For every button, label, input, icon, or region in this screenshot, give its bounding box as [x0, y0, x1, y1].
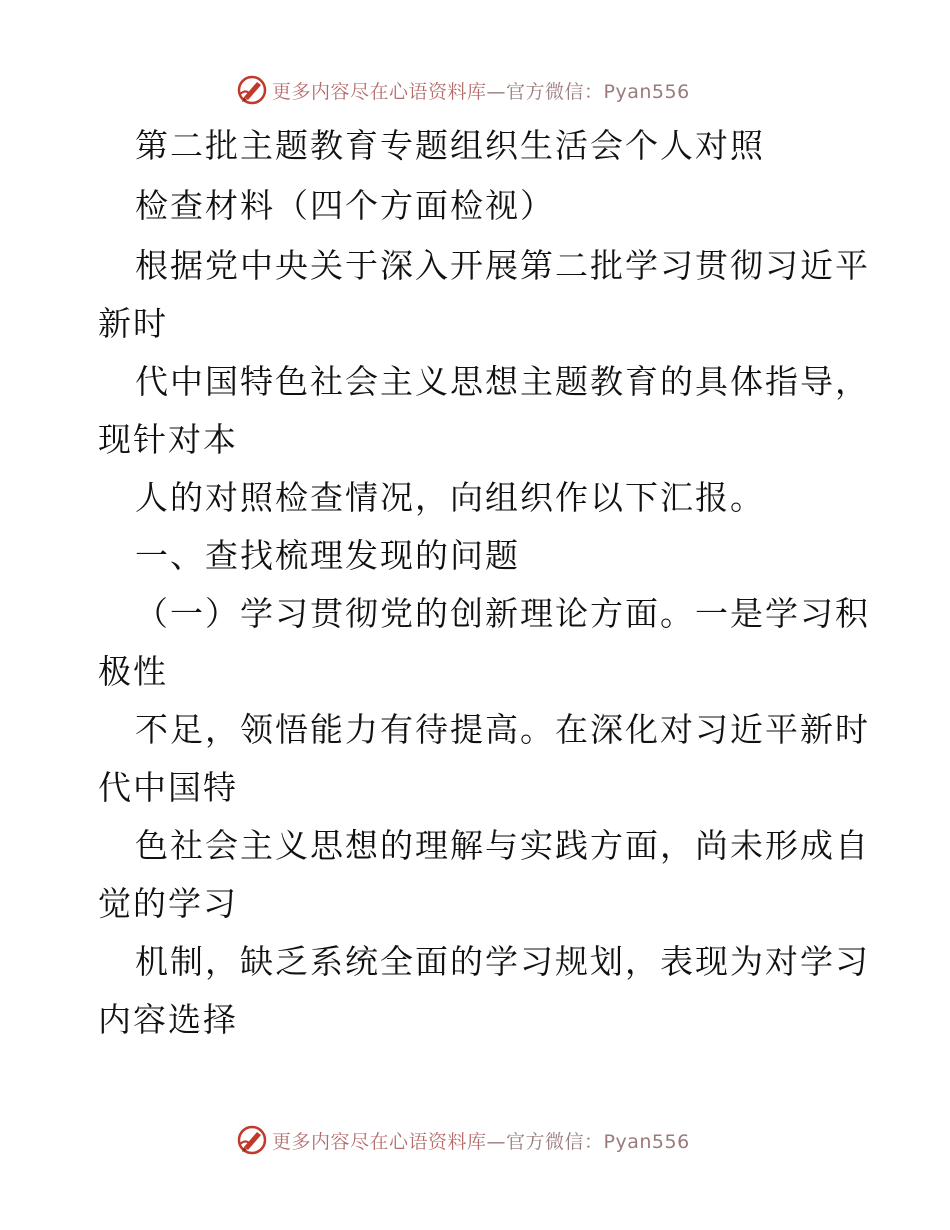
- footer-watermark-wechat: —官方微信：Pyan556: [486, 1130, 690, 1153]
- paragraph-line: （一）学习贯彻党的创新理论方面。一是学习积: [135, 594, 870, 633]
- footer-watermark: [234, 1122, 714, 1158]
- paragraph-line: 根据党中央关于深入开展第二批学习贯彻习近平: [135, 246, 870, 285]
- header-watermark: [234, 72, 714, 108]
- paragraph-line: 现针对本: [98, 420, 238, 459]
- paragraph-line: 新时: [98, 304, 168, 343]
- footer-watermark-text: 更多内容尽在心语资料库: [272, 1130, 487, 1153]
- paragraph-line: 觉的学习: [98, 884, 238, 923]
- title-line-2: 检查材料（四个方面检视）: [135, 186, 555, 225]
- pen-logo-icon: [234, 1122, 270, 1158]
- paragraph-line: 代中国特: [98, 768, 238, 807]
- header-watermark-text: 更多内容尽在心语资料库: [272, 80, 487, 103]
- paragraph-line: 人的对照检查情况，向组织作以下汇报。: [135, 478, 765, 517]
- paragraph-line: 代中国特色社会主义思想主题教育的具体指导，: [135, 362, 870, 401]
- paragraph-line: 不足，领悟能力有待提高。在深化对习近平新时: [135, 710, 870, 749]
- paragraph-line: 色社会主义思想的理解与实践方面，尚未形成自: [135, 826, 870, 865]
- section-heading: 一、查找梳理发现的问题: [135, 536, 520, 575]
- paragraph-line: 极性: [98, 652, 168, 691]
- title-line-1: 第二批主题教育专题组织生活会个人对照: [135, 126, 765, 165]
- paragraph-line: 内容选择: [98, 1000, 238, 1039]
- pen-logo-icon: [234, 72, 270, 108]
- paragraph-line: 机制，缺乏系统全面的学习规划，表现为对学习: [135, 942, 870, 981]
- header-watermark-wechat: —官方微信：Pyan556: [486, 80, 690, 103]
